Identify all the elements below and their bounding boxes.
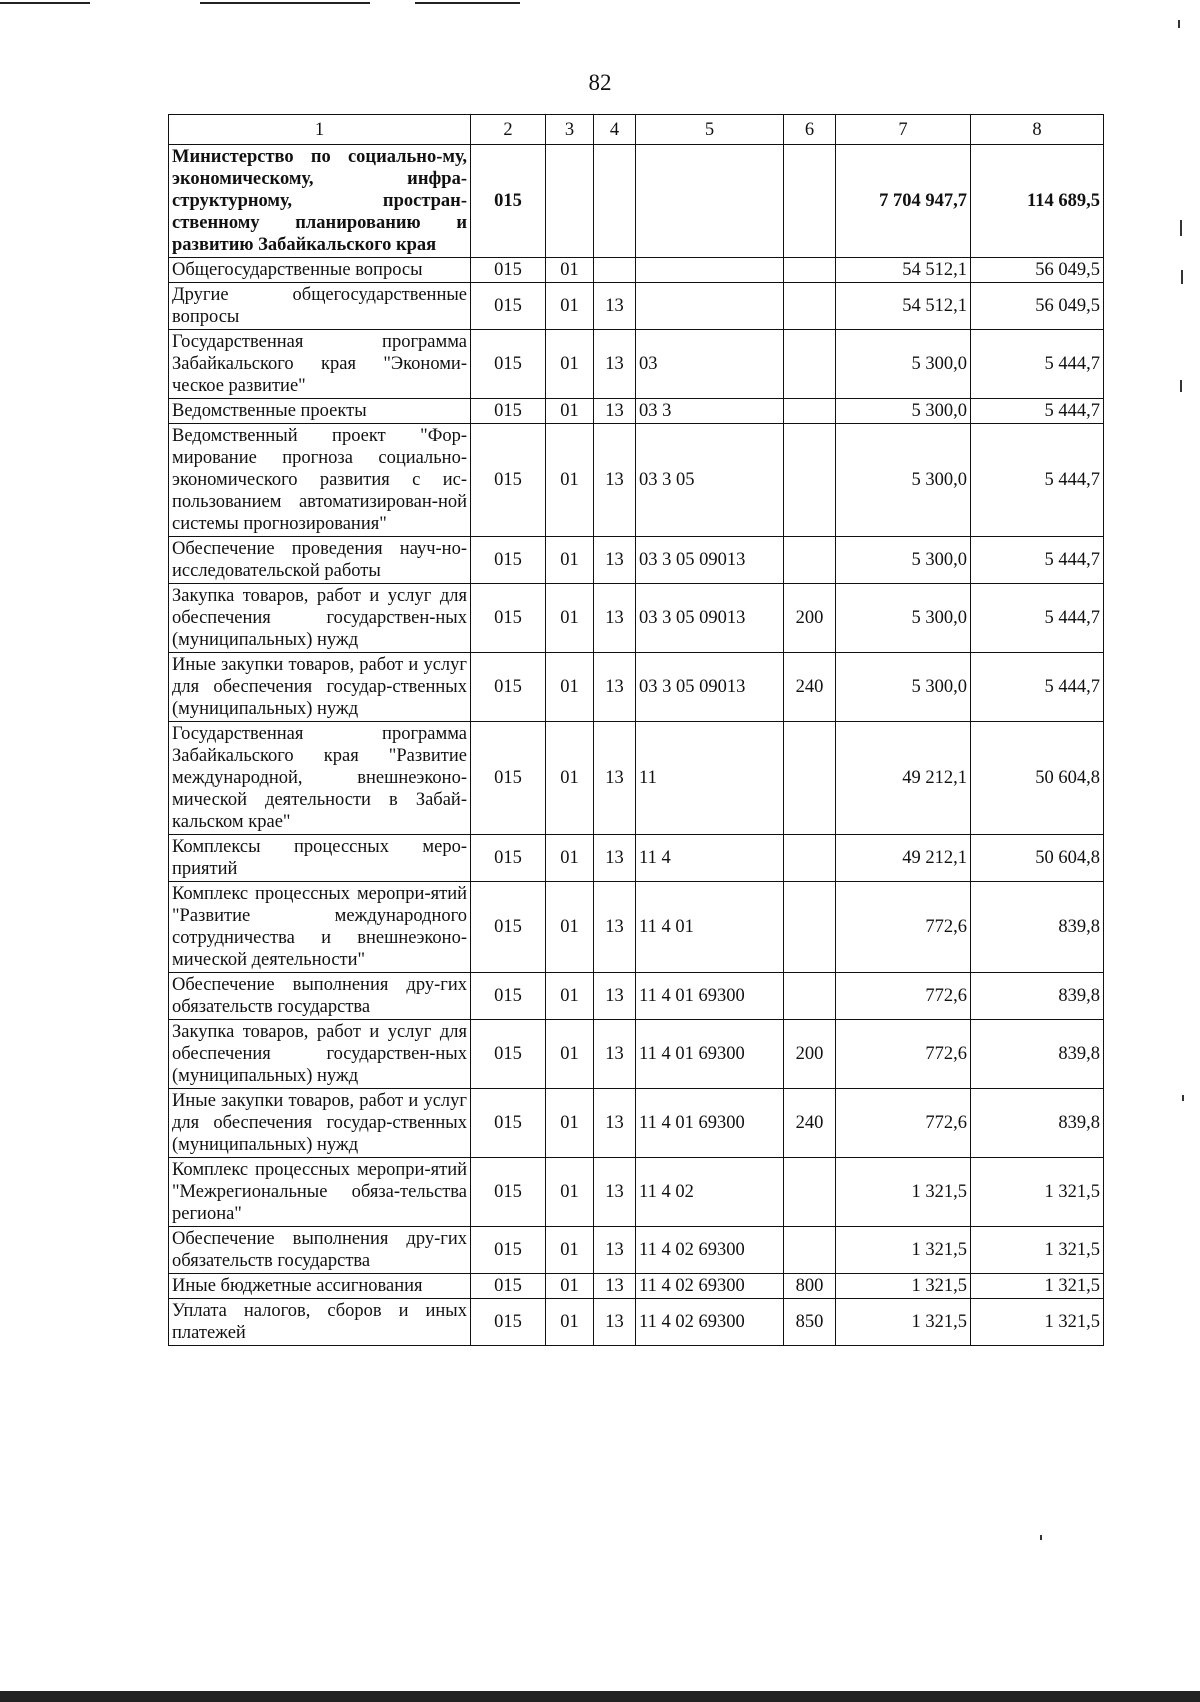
cell-target-article: [636, 283, 784, 330]
cell-expense-type: [784, 283, 836, 330]
cell-target-article: 03: [636, 330, 784, 399]
scan-speck: [1178, 20, 1180, 28]
cell-subsection: [594, 258, 636, 283]
cell-subsection: 13: [594, 424, 636, 537]
cell-subsection: [594, 145, 636, 258]
cell-ministry-code: 015: [471, 1089, 546, 1158]
cell-amount-year-1: 1 321,5: [836, 1299, 971, 1346]
cell-expense-type: [784, 330, 836, 399]
scan-speck: [1180, 220, 1182, 236]
cell-ministry-code: 015: [471, 1299, 546, 1346]
row-name: Общегосударственные вопросы: [169, 258, 471, 283]
row-name: Ведомственный проект "Фор-мирование прогноза социально-экономического развития с ис-пользованием автоматизирован-ной системы прогнозирования": [169, 424, 471, 537]
cell-expense-type: [784, 424, 836, 537]
cell-section: 01: [546, 882, 594, 973]
cell-ministry-code: 015: [471, 722, 546, 835]
cell-subsection: 13: [594, 537, 636, 584]
cell-amount-year-2: 56 049,5: [971, 283, 1104, 330]
page-number: 82: [588, 70, 612, 95]
cell-amount-year-2: 114 689,5: [971, 145, 1104, 258]
cell-section: 01: [546, 1299, 594, 1346]
cell-ministry-code: 015: [471, 1227, 546, 1274]
cell-subsection: 13: [594, 1227, 636, 1274]
cell-subsection: 13: [594, 973, 636, 1020]
cell-expense-type: 800: [784, 1274, 836, 1299]
cell-section: 01: [546, 1227, 594, 1274]
cell-amount-year-2: 50 604,8: [971, 722, 1104, 835]
cell-amount-year-2: 839,8: [971, 1089, 1104, 1158]
cell-ministry-code: 015: [471, 537, 546, 584]
cell-section: 01: [546, 1089, 594, 1158]
cell-section: 01: [546, 1158, 594, 1227]
row-name: Уплата налогов, сборов и иных платежей: [169, 1299, 471, 1346]
cell-target-article: 11 4 01 69300: [636, 973, 784, 1020]
scan-speck: [1180, 380, 1182, 392]
cell-subsection: 13: [594, 1089, 636, 1158]
cell-amount-year-2: 56 049,5: [971, 258, 1104, 283]
cell-amount-year-2: 1 321,5: [971, 1299, 1104, 1346]
cell-ministry-code: 015: [471, 1020, 546, 1089]
cell-ministry-code: 015: [471, 258, 546, 283]
budget-table: [168, 114, 1104, 1346]
table-row: [169, 653, 1104, 722]
cell-ministry-code: 015: [471, 973, 546, 1020]
cell-amount-year-1: 5 300,0: [836, 584, 971, 653]
cell-subsection: 13: [594, 722, 636, 835]
cell-amount-year-2: 839,8: [971, 1020, 1104, 1089]
cell-expense-type: [784, 1227, 836, 1274]
row-name: Комплекс процессных меропри-ятий "Развитие международного сотрудничества и внешнеэконо-мической деятельности": [169, 882, 471, 973]
cell-ministry-code: 015: [471, 882, 546, 973]
cell-ministry-code: 015: [471, 330, 546, 399]
table-row: [169, 1158, 1104, 1227]
table-row: [169, 1227, 1104, 1274]
column-header: 7: [836, 115, 971, 145]
scan-speck: [1181, 270, 1183, 284]
cell-amount-year-2: 5 444,7: [971, 537, 1104, 584]
cell-amount-year-2: 5 444,7: [971, 330, 1104, 399]
cell-amount-year-1: 54 512,1: [836, 258, 971, 283]
scan-top-rule-3: [415, 2, 520, 4]
table-row: [169, 1089, 1104, 1158]
cell-amount-year-2: 1 321,5: [971, 1227, 1104, 1274]
cell-amount-year-1: 1 321,5: [836, 1158, 971, 1227]
row-name: Иные бюджетные ассигнования: [169, 1274, 471, 1299]
cell-subsection: 13: [594, 1158, 636, 1227]
row-name: Обеспечение выполнения дру-гих обязательств государства: [169, 1227, 471, 1274]
cell-amount-year-1: 772,6: [836, 973, 971, 1020]
cell-amount-year-1: 54 512,1: [836, 283, 971, 330]
cell-ministry-code: 015: [471, 653, 546, 722]
cell-expense-type: 200: [784, 584, 836, 653]
cell-amount-year-2: 839,8: [971, 973, 1104, 1020]
cell-target-article: 11 4 02 69300: [636, 1274, 784, 1299]
cell-section: 01: [546, 424, 594, 537]
cell-amount-year-1: 49 212,1: [836, 835, 971, 882]
cell-expense-type: [784, 835, 836, 882]
cell-expense-type: [784, 537, 836, 584]
cell-target-article: 11 4 01: [636, 882, 784, 973]
cell-target-article: 11: [636, 722, 784, 835]
cell-subsection: 13: [594, 1020, 636, 1089]
table-row: [169, 399, 1104, 424]
table-row: [169, 722, 1104, 835]
row-name: Ведомственные проекты: [169, 399, 471, 424]
column-header: 8: [971, 115, 1104, 145]
row-name: Другие общегосударственные вопросы: [169, 283, 471, 330]
row-name: Государственная программа Забайкальского края "Экономи-ческое развитие": [169, 330, 471, 399]
cell-target-article: 11 4 01 69300: [636, 1020, 784, 1089]
cell-subsection: 13: [594, 399, 636, 424]
column-header: 4: [594, 115, 636, 145]
cell-amount-year-2: 50 604,8: [971, 835, 1104, 882]
cell-expense-type: 200: [784, 1020, 836, 1089]
column-header: 5: [636, 115, 784, 145]
cell-ministry-code: 015: [471, 145, 546, 258]
cell-section: 01: [546, 330, 594, 399]
table-header-row: [169, 115, 1104, 145]
cell-amount-year-1: 7 704 947,7: [836, 145, 971, 258]
cell-target-article: 03 3 05 09013: [636, 584, 784, 653]
table-row: [169, 882, 1104, 973]
cell-target-article: 03 3 05 09013: [636, 537, 784, 584]
cell-subsection: 13: [594, 653, 636, 722]
cell-amount-year-1: 1 321,5: [836, 1274, 971, 1299]
cell-ministry-code: 015: [471, 1158, 546, 1227]
cell-section: 01: [546, 722, 594, 835]
cell-expense-type: [784, 882, 836, 973]
cell-target-article: 03 3 05 09013: [636, 653, 784, 722]
table-row: [169, 1020, 1104, 1089]
row-name: Обеспечение проведения науч-но-исследовательской работы: [169, 537, 471, 584]
cell-section: 01: [546, 653, 594, 722]
scan-speck: [1040, 1535, 1042, 1540]
cell-section: [546, 145, 594, 258]
cell-expense-type: [784, 399, 836, 424]
table-row: [169, 1299, 1104, 1346]
scan-top-rule-1: [0, 2, 90, 4]
cell-expense-type: [784, 722, 836, 835]
cell-amount-year-1: 5 300,0: [836, 399, 971, 424]
cell-expense-type: 240: [784, 653, 836, 722]
row-name: Закупка товаров, работ и услуг для обеспечения государствен-ных (муниципальных) нужд: [169, 1020, 471, 1089]
cell-subsection: 13: [594, 330, 636, 399]
cell-section: 01: [546, 835, 594, 882]
cell-amount-year-1: 49 212,1: [836, 722, 971, 835]
table-row: [169, 258, 1104, 283]
cell-amount-year-1: 772,6: [836, 1020, 971, 1089]
row-name: Министерство по социально-му, экономическому, инфра-структурному, простран-ственному планированию и развитию Забайкальского края: [169, 145, 471, 258]
cell-amount-year-2: 5 444,7: [971, 399, 1104, 424]
cell-subsection: 13: [594, 1299, 636, 1346]
cell-target-article: [636, 258, 784, 283]
cell-section: 01: [546, 283, 594, 330]
scan-top-rule-2: [200, 2, 370, 4]
cell-amount-year-2: 1 321,5: [971, 1274, 1104, 1299]
row-name: Обеспечение выполнения дру-гих обязательств государства: [169, 973, 471, 1020]
scan-bottom-edge: [0, 1691, 1200, 1702]
cell-expense-type: [784, 1158, 836, 1227]
cell-section: 01: [546, 258, 594, 283]
cell-section: 01: [546, 537, 594, 584]
table-row: [169, 330, 1104, 399]
cell-amount-year-2: 5 444,7: [971, 584, 1104, 653]
cell-section: 01: [546, 584, 594, 653]
cell-subsection: 13: [594, 584, 636, 653]
cell-subsection: 13: [594, 882, 636, 973]
cell-ministry-code: 015: [471, 584, 546, 653]
cell-subsection: 13: [594, 835, 636, 882]
column-header: 1: [169, 115, 471, 145]
table-row: [169, 973, 1104, 1020]
row-name: Государственная программа Забайкальского края "Развитие международной, внешнеэконо-мической деятельности в Забай-кальском крае": [169, 722, 471, 835]
cell-ministry-code: 015: [471, 835, 546, 882]
cell-amount-year-1: 5 300,0: [836, 537, 971, 584]
cell-ministry-code: 015: [471, 283, 546, 330]
row-name: Комплекс процессных меропри-ятий "Межрегиональные обяза-тельства региона": [169, 1158, 471, 1227]
table-row: [169, 145, 1104, 258]
cell-amount-year-1: 772,6: [836, 882, 971, 973]
row-name: Комплексы процессных меро-приятий: [169, 835, 471, 882]
cell-ministry-code: 015: [471, 424, 546, 537]
cell-subsection: 13: [594, 1274, 636, 1299]
cell-amount-year-2: 839,8: [971, 882, 1104, 973]
cell-amount-year-1: 5 300,0: [836, 653, 971, 722]
row-name: Иные закупки товаров, работ и услуг для обеспечения государ-ственных (муниципальных) нужд: [169, 1089, 471, 1158]
column-header: 3: [546, 115, 594, 145]
cell-section: 01: [546, 973, 594, 1020]
cell-section: 01: [546, 1020, 594, 1089]
cell-ministry-code: 015: [471, 1274, 546, 1299]
cell-expense-type: 240: [784, 1089, 836, 1158]
cell-amount-year-1: 772,6: [836, 1089, 971, 1158]
cell-target-article: 11 4 02: [636, 1158, 784, 1227]
cell-subsection: 13: [594, 283, 636, 330]
row-name: Закупка товаров, работ и услуг для обеспечения государствен-ных (муниципальных) нужд: [169, 584, 471, 653]
cell-target-article: 11 4: [636, 835, 784, 882]
cell-amount-year-2: 5 444,7: [971, 424, 1104, 537]
table-row: [169, 584, 1104, 653]
cell-amount-year-2: 5 444,7: [971, 653, 1104, 722]
cell-target-article: 11 4 02 69300: [636, 1299, 784, 1346]
cell-amount-year-2: 1 321,5: [971, 1158, 1104, 1227]
cell-target-article: 11 4 02 69300: [636, 1227, 784, 1274]
cell-amount-year-1: 5 300,0: [836, 424, 971, 537]
cell-ministry-code: 015: [471, 399, 546, 424]
table-row: [169, 537, 1104, 584]
cell-amount-year-1: 1 321,5: [836, 1227, 971, 1274]
column-header: 6: [784, 115, 836, 145]
cell-section: 01: [546, 1274, 594, 1299]
cell-target-article: [636, 145, 784, 258]
cell-expense-type: [784, 258, 836, 283]
column-header: 2: [471, 115, 546, 145]
cell-expense-type: 850: [784, 1299, 836, 1346]
table-row: [169, 424, 1104, 537]
cell-expense-type: [784, 145, 836, 258]
table-row: [169, 283, 1104, 330]
table-row: [169, 835, 1104, 882]
scan-speck: [1182, 1095, 1184, 1101]
cell-target-article: 03 3 05: [636, 424, 784, 537]
row-name: Иные закупки товаров, работ и услуг для обеспечения государ-ственных (муниципальных) нужд: [169, 653, 471, 722]
cell-section: 01: [546, 399, 594, 424]
cell-target-article: 11 4 01 69300: [636, 1089, 784, 1158]
cell-amount-year-1: 5 300,0: [836, 330, 971, 399]
table-row: [169, 1274, 1104, 1299]
cell-expense-type: [784, 973, 836, 1020]
cell-target-article: 03 3: [636, 399, 784, 424]
